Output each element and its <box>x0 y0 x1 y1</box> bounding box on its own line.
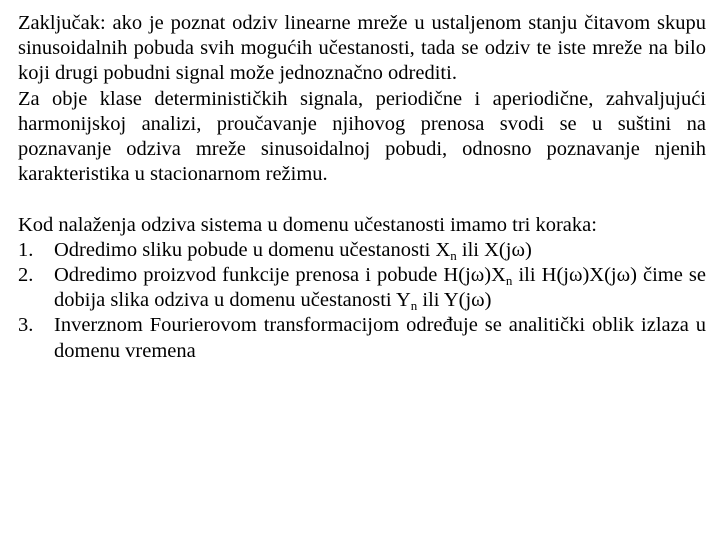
step-number: 1. <box>18 238 34 261</box>
step-number: 2. <box>18 264 34 287</box>
step-text <box>54 238 706 263</box>
steps-list <box>18 238 706 364</box>
step-text <box>54 263 706 313</box>
step-text-part: Odredimo proizvod funkcije prenosa i pobude H(jω)X <box>54 264 506 287</box>
subscript: n <box>505 273 513 289</box>
steps-intro: Kod nalaženja odziva sistema u domenu učestanosti imamo tri koraka: <box>18 213 597 236</box>
step-text: Inverznom Fourierovom transformacijom određuje se analitički oblik izlaza u domenu vremena <box>54 314 706 362</box>
step-item-1 <box>18 238 706 263</box>
step-text-part: ili H(jω)X(jω) čime se dobija slika odziva u domenu učestanosti Y <box>54 264 707 312</box>
subscript: n <box>410 298 418 314</box>
step-text-part: ili X(jω) <box>456 238 532 261</box>
paragraph-spacer <box>18 187 706 212</box>
subscript: n <box>450 247 457 263</box>
step-item-2 <box>18 263 706 313</box>
step-text-part: ili Y(jω) <box>417 289 492 312</box>
text-block <box>18 11 706 364</box>
conclusion-paragraph: Zaključak: ako je poznat odziv linearne mreže u ustaljenom stanju čitavom skupu sinusoidalnih pobuda svih mogućih učestanosti, tada se odziv te iste mreže na bilo koji drugi pobudni signal može jednoznačno odrediti. <box>18 12 706 85</box>
signal-classes-paragraph: Za obje klase determinističkih signala, periodične i aperiodične, zahvaljujući harmonijskoj analizi, proučavanje njihovog prenosa svodi se u suštini na poznavanje odziva mreže sinusoidalnoj pobudi, odnosno poznavanje njenih karakteristika u stacionarnom režimu. <box>18 87 706 186</box>
step-item-3 <box>18 313 706 363</box>
step-number: 3. <box>18 314 34 337</box>
step-text-part: Odredimo sliku pobude u domenu učestanosti X <box>54 238 451 261</box>
